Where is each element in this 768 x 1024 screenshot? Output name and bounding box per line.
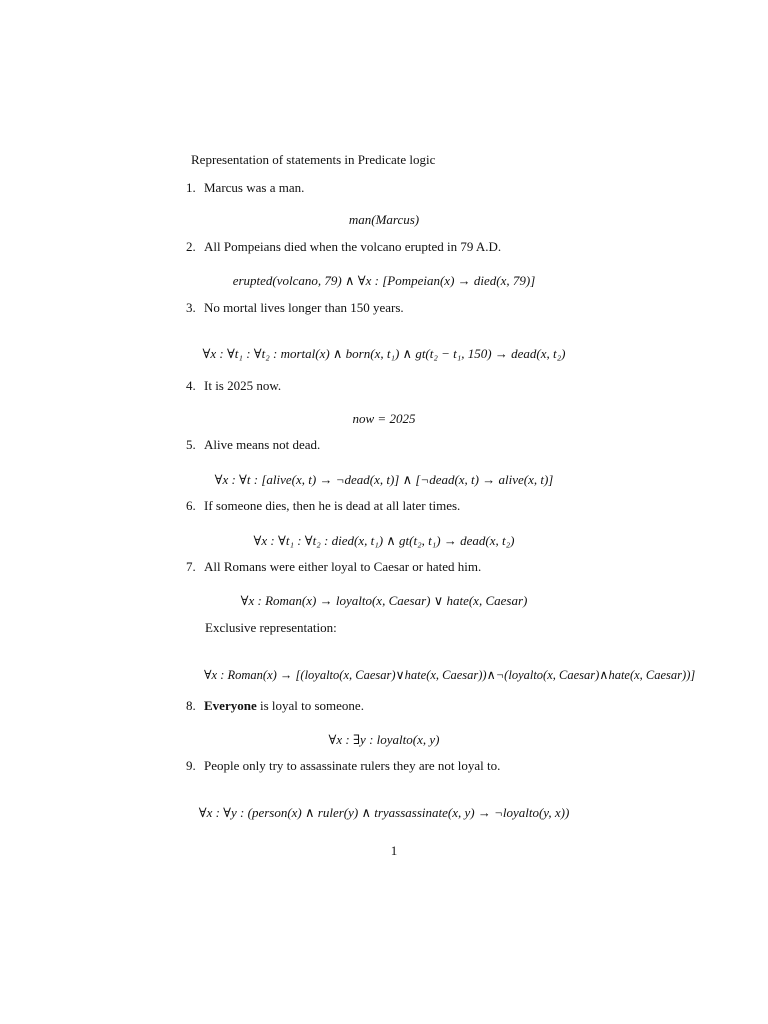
statement-4 (186, 378, 281, 394)
statement-6 (186, 498, 460, 514)
formula-8: ∀x : ∃y : loyalto(x, y) (328, 732, 440, 747)
formula-7: ∀x : Roman(x) → loyalto(x, Caesar) ∨ hate(x, Caesar) (240, 593, 528, 608)
statement-number: 6. (186, 498, 196, 513)
statement-text: Alive means not dead. (204, 437, 321, 452)
formula-7-exclusive: ∀x : Roman(x) → [(loyalto(x, Caesar)∨hate(x, Caesar))∧¬(loyalto(x, Caesar)∧hate(x, Caesar))] (204, 668, 696, 682)
statement-text: People only try to assassinate rulers they are not loyal to. (204, 758, 501, 773)
statement-emphasis: Everyone (204, 698, 257, 713)
statement-number: 1. (186, 180, 196, 195)
statement-number: 7. (186, 559, 196, 574)
statement-text: All Pompeians died when the volcano erupted in 79 A.D. (204, 239, 502, 254)
formula-1: man(Marcus) (348, 212, 420, 227)
statement-text: is loyal to someone. (256, 698, 364, 713)
formula-2: erupted(volcano, 79) ∧ ∀x : [Pompeian(x) → died(x, 79)] (232, 273, 536, 288)
statement-1 (186, 180, 304, 196)
statement-number: 9. (186, 758, 196, 773)
statement-text: No mortal lives longer than 150 years. (204, 300, 404, 315)
statement-text: It is 2025 now. (204, 378, 282, 393)
statement-3 (186, 300, 404, 316)
statement-number: 5. (186, 437, 196, 452)
formula-4: now = 2025 (352, 411, 416, 426)
document-title: Representation of statements in Predicate logic (191, 152, 436, 167)
statement-2 (186, 239, 501, 255)
statement-number: 8. (186, 698, 196, 713)
statement-number: 2. (186, 239, 196, 254)
exclusive-representation-note: Exclusive representation: (205, 620, 337, 635)
statement-8 (186, 698, 364, 714)
formula-5: ∀x : ∀t : [alive(x, t) → ¬dead(x, t)] ∧ [¬dead(x, t) → alive(x, t)] (214, 472, 554, 487)
statement-number: 4. (186, 378, 196, 393)
statement-7 (186, 559, 481, 575)
formula-6: ∀x : ∀t₁ : ∀t₂ : died(x, t₁) ∧ gt(t₂, t₁) → dead(x, t₂) (253, 533, 515, 548)
page-number: 1 (390, 843, 398, 858)
statement-9 (186, 758, 500, 774)
statement-text: Marcus was a man. (204, 180, 305, 195)
statement-text: If someone dies, then he is dead at all later times. (204, 498, 461, 513)
statement-number: 3. (186, 300, 196, 315)
formula-9: ∀x : ∀y : (person(x) ∧ ruler(y) ∧ tryassassinate(x, y) → ¬loyalto(y, x)) (198, 805, 570, 820)
formula-3: ∀x : ∀t₁ : ∀t₂ : mortal(x) ∧ born(x, t₁) ∧ gt(t₂ − t₁, 150) → dead(x, t₂) (202, 346, 566, 361)
statement-5 (186, 437, 320, 453)
statement-text: All Romans were either loyal to Caesar or hated him. (204, 559, 482, 574)
